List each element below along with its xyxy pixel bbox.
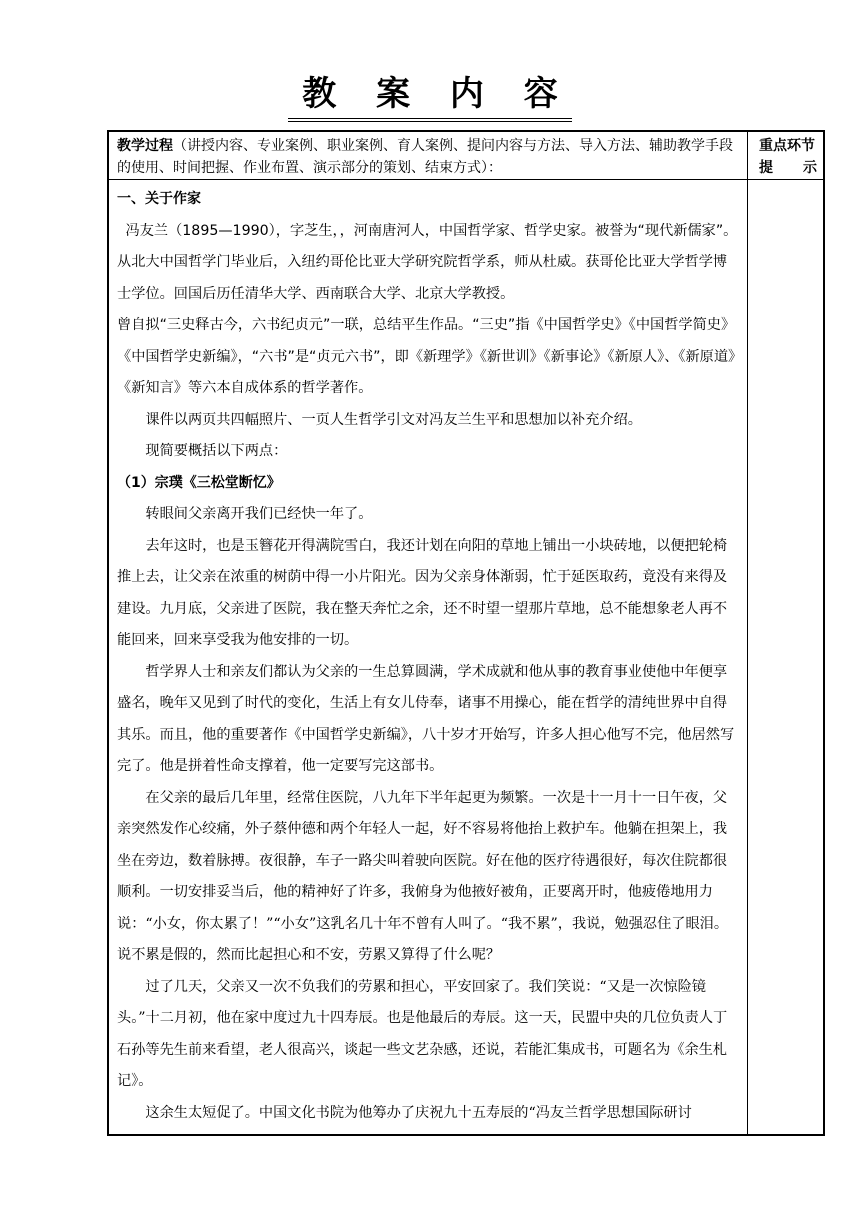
paragraph: 曾自拟“三史释古今，六书纪贞元”一联，总结平生作品。“三史”指《中国哲学史》《中国哲学简史》《中国哲学史新编》，“六书”是“贞元六书”，即《新理学》《新世训》《新事论》《新原人》、《新原道》《新知言》等六本自成体系的哲学著作。: [117, 317, 736, 396]
paragraph: 课件以两页共四幅照片、一页人生哲学引文对冯友兰生平和思想加以补充介绍。: [145, 411, 642, 428]
header-right-line1: 重点环节: [759, 138, 815, 154]
lesson-table: [107, 130, 825, 1136]
paragraph: 现简要概括以下两点：: [145, 443, 288, 459]
section-heading-zongpu: （1）宗璞《三松堂断忆》: [117, 474, 281, 491]
paragraph: 在父亲的最后几年里，经常住医院，八九年下半年起更为频繁。一次是十一月十一日午夜，父亲突然发作心绞痛，外子蔡仲德和两个年轻人一起，好不容易将他抬上救护车。他躺在担架上，我坐在旁边，数着脉搏。夜很静，车子一路尖叫着驶向医院。好在他的医疗待遇很好，每次住院都很顺利。一切安排妥当后，他的精神好了许多，我俯身为他掖好被角，正要离开时，他疲倦地用力说：“小女，你太累了！”“小女”这乳名几十年不曾有人叫了。“我不累”，我说，勉强忍住了眼泪。说不累是假的，然而比起担心和不安，劳累又算得了什么呢？: [117, 789, 729, 963]
section-heading-author: 一、关于作家: [117, 191, 201, 207]
paragraph: 冯友兰（1895—1990），字芝生，，河南唐河人，中国哲学家、哲学史家。被誉为“现代新儒家”。从北大中国哲学门毕业后，入纽约哥伦比亚大学研究院哲学系，师从杜威。获哥伦比亚大学哲学博士学位。回国后历任清华大学、西南联合大学、北京大学教授。: [117, 222, 738, 302]
header-label-rest: （讲授内容、专业案例、职业案例、育人案例、提问内容与方法、导入方法、辅助教学手段的使用、时间把握、作业布置、演示部分的策划、结束方式）：: [117, 138, 733, 176]
page-title: 教 案 内 容: [0, 72, 860, 122]
paragraph: 去年这时，也是玉簪花开得满院雪白，我还计划在向阳的草地上铺出一小块砖地，以便把轮椅推上去，让父亲在浓重的树荫中得一小片阳光。因为父亲身体渐弱，忙于延医取药，竟没有来得及建设。九月底，父亲进了医院，我在整天奔忙之余，还不时望一望那片草地，总不能想象老人再不能回来，回来享受我为他安排的一切。: [117, 537, 728, 648]
lesson-content: [117, 184, 741, 1129]
header-right-line2: 提 示: [759, 160, 817, 176]
paragraph: 这余生太短促了。中国文化书院为他筹办了庆祝九十五寿辰的“冯友兰哲学思想国际研讨: [145, 1104, 692, 1121]
table-header-key-points: [749, 135, 825, 179]
column-divider: [747, 132, 748, 1134]
paragraph: 过了几天，父亲又一次不负我们的劳累和担心，平安回家了。我们笑说：“又是一次惊险镜头。”十二月初，他在家中度过九十四寿辰。也是他最后的寿辰。这一天，民盟中央的几位负责人丁石孙等先生前来看望，老人很高兴，谈起一些文艺杂感，还说，若能汇集成书，可题名为《余生札记》。: [117, 978, 728, 1089]
header-label-bold: 教学过程: [117, 138, 173, 154]
table-header-process: [117, 135, 743, 179]
header-divider: [109, 179, 823, 180]
paragraph: 转眼间父亲离开我们已经快一年了。: [145, 506, 373, 522]
paragraph: 哲学界人士和亲友们都认为父亲的一生总算圆满，学术成就和他从事的教育事业使他中年便享盛名，晚年又见到了时代的变化，生活上有女儿侍奉，诸事不用操心，能在哲学的清纯世界中自得其乐。而且，他的重要著作《中国哲学史新编》，八十岁才开始写，许多人担心他写不完，他居然写完了。他是拼着性命支撑着，他一定要写完这部书。: [117, 663, 735, 774]
